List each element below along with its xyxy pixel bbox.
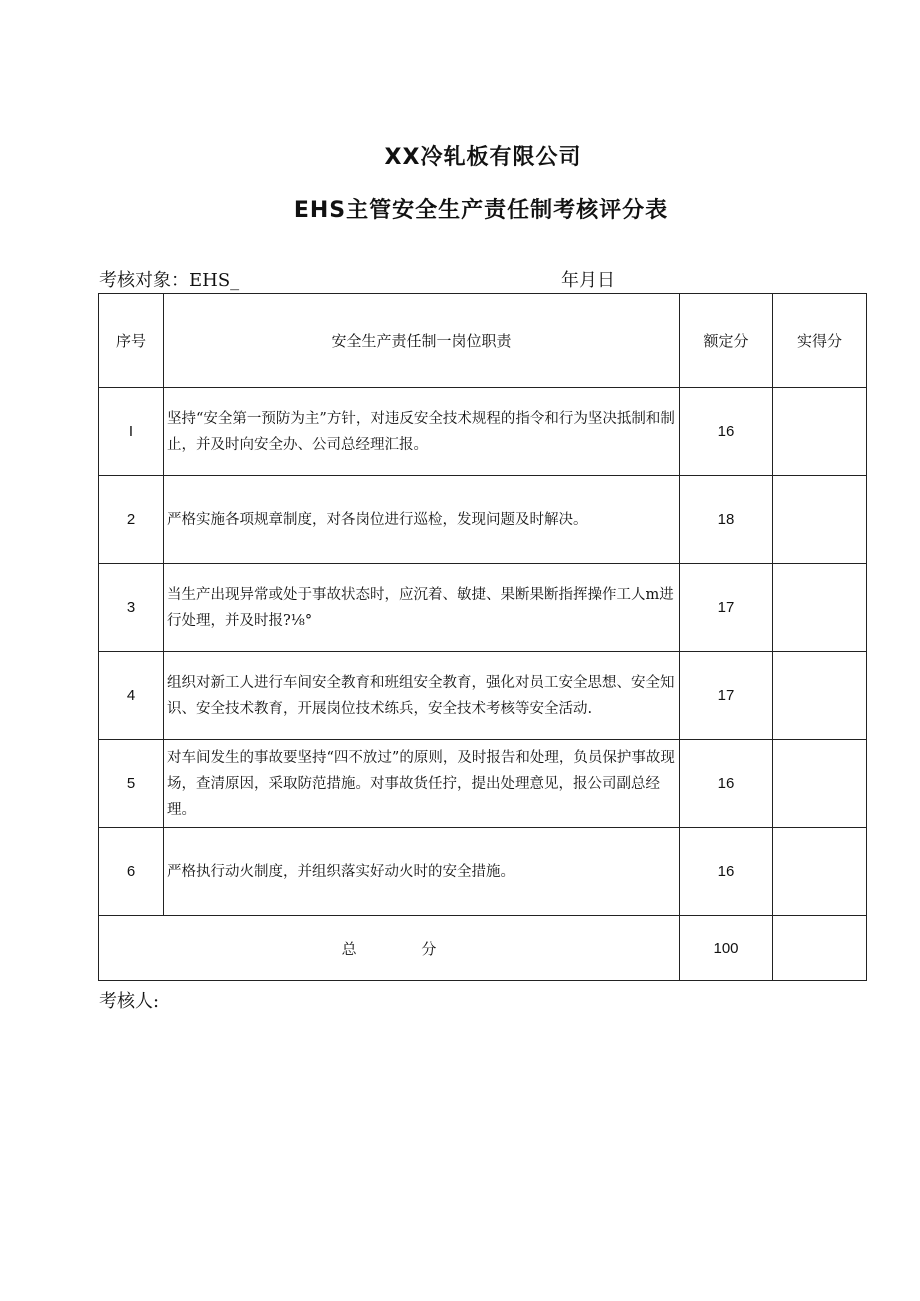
row-rated-score: 18: [680, 476, 773, 564]
company-name: XX冷轧板有限公司: [384, 145, 582, 170]
column-header-duty: 安全生产责任制一岗位职责: [164, 294, 680, 388]
row-rated-score: 17: [680, 564, 773, 652]
row-rated-score: 16: [680, 740, 773, 828]
total-label-cell: [99, 916, 680, 981]
table-row: [99, 476, 867, 564]
row-actual-score[interactable]: [773, 652, 867, 740]
column-header-rated-score: 额定分: [680, 294, 773, 388]
row-rated-score: 16: [680, 828, 773, 916]
reviewer-label: 考核人:: [99, 991, 160, 1012]
table-row: [99, 652, 867, 740]
row-number: 3: [99, 564, 164, 652]
total-label: 总 分: [341, 939, 437, 958]
column-header-number: 序号: [99, 294, 164, 388]
row-number: 2: [99, 476, 164, 564]
date-label: 年月日: [561, 270, 615, 291]
table-row: [99, 740, 867, 828]
row-actual-score[interactable]: [773, 564, 867, 652]
row-duty: 组织对新工人进行车间安全教育和班组安全教育，强化对员工安全思想、安全知识、安全技术教育，开展岗位技术练兵，安全技术考核等安全活动.: [164, 652, 680, 740]
row-duty: 严格执行动火制度，并组织落实好动火时的安全措施。: [164, 828, 680, 916]
table-row: [99, 828, 867, 916]
total-row: [99, 916, 867, 981]
row-actual-score[interactable]: [773, 476, 867, 564]
column-header-actual-score: 实得分: [773, 294, 867, 388]
form-title: EHS主管安全生产责任制考核评分表: [293, 198, 669, 223]
row-duty: 坚持“安全第一预防为主”方针，对违反安全技术规程的指令和行为坚决抵制和制止，并及时向安全办、公司总经理汇报。: [164, 388, 680, 476]
row-number: I: [99, 388, 164, 476]
row-actual-score[interactable]: [773, 740, 867, 828]
table-row: [99, 388, 867, 476]
row-number: 6: [99, 828, 164, 916]
row-rated-score: 17: [680, 652, 773, 740]
row-rated-score: 16: [680, 388, 773, 476]
row-number: 4: [99, 652, 164, 740]
row-duty: 严格实施各项规章制度，对各岗位进行巡检，发现问题及时解决。: [164, 476, 680, 564]
table-row: [99, 564, 867, 652]
row-duty: 当生产出现异常或处于事故状态时，应沉着、敏捷、果断果断指挥操作工人m进行处理，并及时报?⅛°: [164, 564, 680, 652]
score-table: [98, 293, 867, 981]
row-actual-score[interactable]: [773, 828, 867, 916]
total-actual-score[interactable]: [773, 916, 867, 981]
table-header-row: [99, 294, 867, 388]
row-number: 5: [99, 740, 164, 828]
total-rated-score: 100: [680, 916, 773, 981]
assessment-target-label: 考核对象：EHS_: [99, 270, 240, 291]
row-duty: 对车间发生的事故要坚持“四不放过”的原则，及时报告和处理，负员保护事故现场，查清原因，采取防范措施。对事故货任拧，提出处理意见，报公司副总经理。: [164, 740, 680, 828]
row-actual-score[interactable]: [773, 388, 867, 476]
